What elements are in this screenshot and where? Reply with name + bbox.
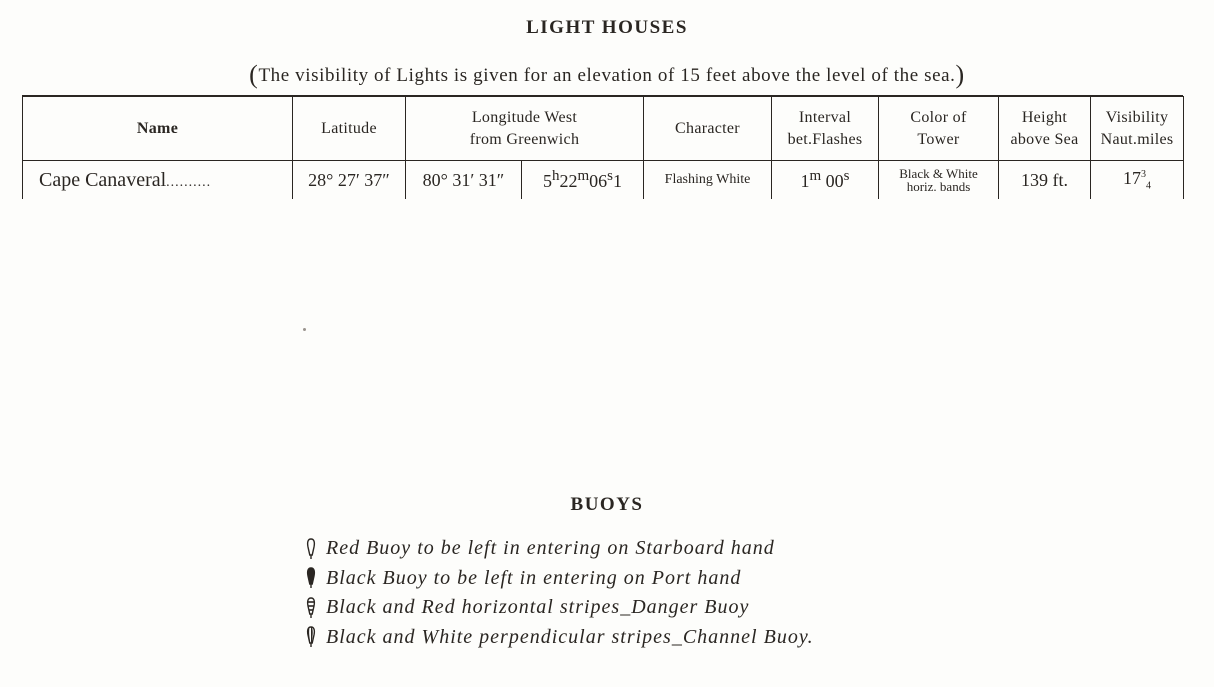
list-item xyxy=(304,593,814,623)
close-paren: ) xyxy=(955,60,965,89)
time-seconds-fraction: 1 xyxy=(613,171,622,191)
interval-minutes: 1 xyxy=(800,171,810,191)
header-interval-line2: bet.Flashes xyxy=(787,130,863,148)
paper-speck xyxy=(303,328,306,331)
list-item xyxy=(304,623,814,653)
table-row xyxy=(23,161,1184,200)
header-height xyxy=(999,97,1091,161)
interval-seconds: 00 xyxy=(825,171,844,191)
header-longitude-line1: Longitude West xyxy=(471,108,578,126)
header-visibility-line1: Visibility xyxy=(1105,108,1169,126)
time-hours-unit: h xyxy=(551,168,560,184)
open-paren: ( xyxy=(249,60,259,89)
buoy-label: Black Buoy to be left in entering on Port hand xyxy=(326,566,742,589)
time-minutes: 22 xyxy=(559,171,578,191)
time-hours: 5 xyxy=(542,171,552,191)
tower-color-line2: horiz. bands xyxy=(906,179,971,194)
header-color-line2: Tower xyxy=(917,130,960,148)
lighthouse-table xyxy=(22,96,1184,199)
visibility-note-text: The visibility of Lights is given for an elevation of 15 feet above the level of the sea. xyxy=(258,65,956,86)
buoy-legend xyxy=(304,534,814,652)
buoy-label: Black and White perpendicular stripes_Channel Buoy. xyxy=(326,625,814,648)
list-item xyxy=(304,564,814,594)
cell-visibility xyxy=(1091,161,1184,200)
cell-height: 139 ft. xyxy=(999,161,1091,200)
header-latitude: Latitude xyxy=(293,97,406,161)
header-tower-color xyxy=(879,97,999,161)
header-visibility-line2: Naut.miles xyxy=(1100,130,1174,148)
table-header-row xyxy=(23,97,1184,161)
channel-buoy-icon xyxy=(304,625,318,649)
interval-seconds-unit: s xyxy=(843,168,850,184)
visibility-frac-num: 3 xyxy=(1141,169,1146,181)
list-item xyxy=(304,534,814,564)
visibility-note xyxy=(0,60,1214,90)
header-height-line1: Height xyxy=(1021,108,1068,126)
lighthouses-title: LIGHT HOUSES xyxy=(526,17,688,38)
time-seconds-unit: s xyxy=(607,168,613,184)
header-longitude-line2: from Greenwich xyxy=(469,130,580,148)
header-longitude xyxy=(406,97,644,161)
header-height-line2: above Sea xyxy=(1010,130,1079,148)
tower-color-line1: Black & White xyxy=(899,166,978,181)
header-name: Name xyxy=(23,97,293,161)
header-visibility xyxy=(1091,97,1184,161)
cell-tower-color xyxy=(879,161,999,200)
cell-latitude: 28° 27′ 37″ xyxy=(293,161,406,200)
lighthouse-name: Cape Canaveral xyxy=(39,168,167,191)
cell-longitude-arc: 80° 31′ 31″ xyxy=(406,161,522,200)
red-buoy-icon xyxy=(304,537,318,561)
danger-buoy-icon xyxy=(304,596,318,620)
cell-interval xyxy=(772,161,879,200)
header-color-line1: Color of xyxy=(910,108,967,126)
dot-leader: .......... xyxy=(166,174,212,190)
visibility-frac-den: 4 xyxy=(1146,180,1151,192)
buoy-label: Black and Red horizontal stripes_Danger Buoy xyxy=(326,596,750,619)
cell-longitude-time xyxy=(522,161,644,200)
header-interval xyxy=(772,97,879,161)
visibility-whole: 17 xyxy=(1123,168,1141,189)
time-minutes-unit: m xyxy=(577,168,590,184)
header-character: Character xyxy=(644,97,772,161)
buoy-label: Red Buoy to be left in entering on Starboard hand xyxy=(326,537,775,560)
header-interval-line1: Interval xyxy=(798,108,852,126)
buoys-title: BUOYS xyxy=(570,494,644,515)
cell-character: Flashing White xyxy=(644,161,772,200)
cell-name xyxy=(23,161,293,200)
time-seconds: 06 xyxy=(589,171,608,191)
interval-minutes-unit: m xyxy=(809,168,822,184)
black-buoy-icon xyxy=(304,566,318,590)
